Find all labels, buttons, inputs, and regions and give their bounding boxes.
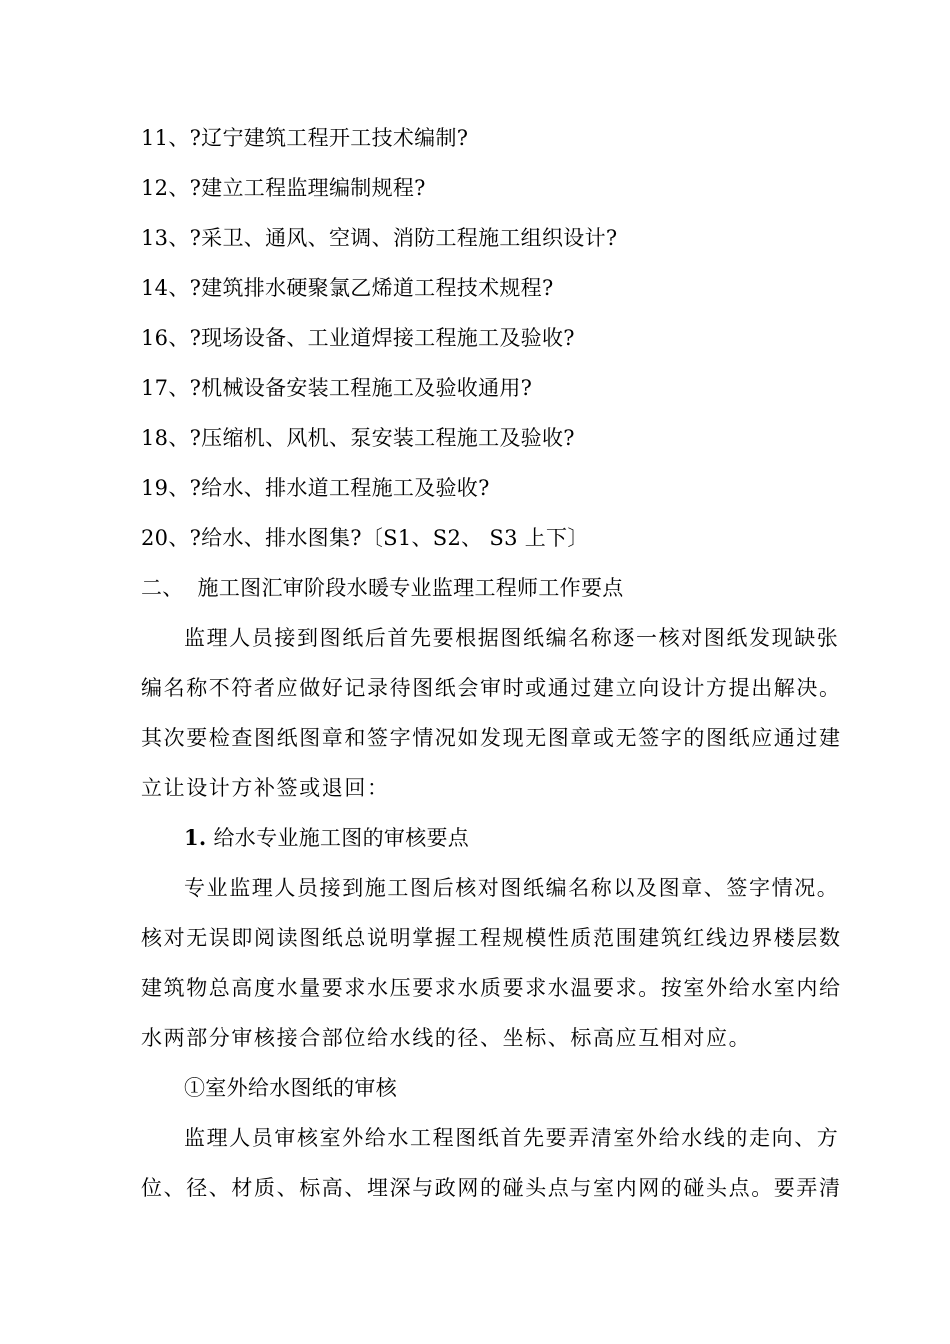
reference-item-18: 18、?压缩机、风机、泵安装工程施工及验收? [141,426,575,450]
intro-paragraph-line-2: 编名称不符者应做好记录待图纸会审时或通过建立向设计方提出解决。 [141,676,842,700]
intro-paragraph-line-3: 其次要检查图纸图章和签字情况如发现无图章或无签字的图纸应通过建 [141,726,842,750]
reference-item-12: 12、?建立工程监理编制规程? [141,176,426,200]
paragraph-1-line-4: 水两部分审核接合部位给水线的径、坐标、标高应互相对应。 [141,1026,752,1050]
subheading-text: 给水专业施工图的审核要点 [206,826,470,850]
reference-item-17: 17、?机械设备安装工程施工及验收通用? [141,376,533,400]
reference-item-11: 11、?辽宁建筑工程开工技术编制? [141,126,469,150]
subheading-outdoor-water: ①室外给水图纸的审核 [184,1076,397,1100]
paragraph-1-line-1: 专业监理人员接到施工图后核对图纸编名称以及图章、签字情况。 [184,876,840,900]
reference-item-14: 14、?建筑排水硬聚氯乙烯道工程技术规程? [141,276,554,300]
intro-paragraph-line-4: 立让设计方补签或退回： [141,776,390,800]
reference-item-16: 16、?现场设备、工业道焊接工程施工及验收? [141,326,575,350]
section-heading: 二、 施工图汇审阶段水暖专业监理工程师工作要点 [141,576,624,600]
paragraph-2-line-2: 位、径、材质、标高、埋深与政网的碰头点与室内网的碰头点。要弄清 [141,1176,842,1200]
reference-item-20: 20、?给水、排水图集?〔S1、S2、 S3 上下〕 [141,526,589,550]
subheading-water-supply [184,823,904,853]
reference-item-19: 19、?给水、排水道工程施工及验收? [141,476,490,500]
paragraph-1-line-3: 建筑物总高度水量要求水压要求水质要求水温要求。按室外给水室内给 [141,976,842,1000]
paragraph-2-line-1: 监理人员审核室外给水工程图纸首先要弄清室外给水线的走向、方 [184,1126,840,1150]
subheading-number: 1. [184,825,207,850]
paragraph-1-line-2: 核对无误即阅读图纸总说明掌握工程规模性质范围建筑红线边界楼层数 [141,926,842,950]
reference-item-13: 13、?采卫、通风、空调、消防工程施工组织设计? [141,226,618,250]
intro-paragraph-line-1: 监理人员接到图纸后首先要根据图纸编名称逐一核对图纸发现缺张 [184,626,840,650]
